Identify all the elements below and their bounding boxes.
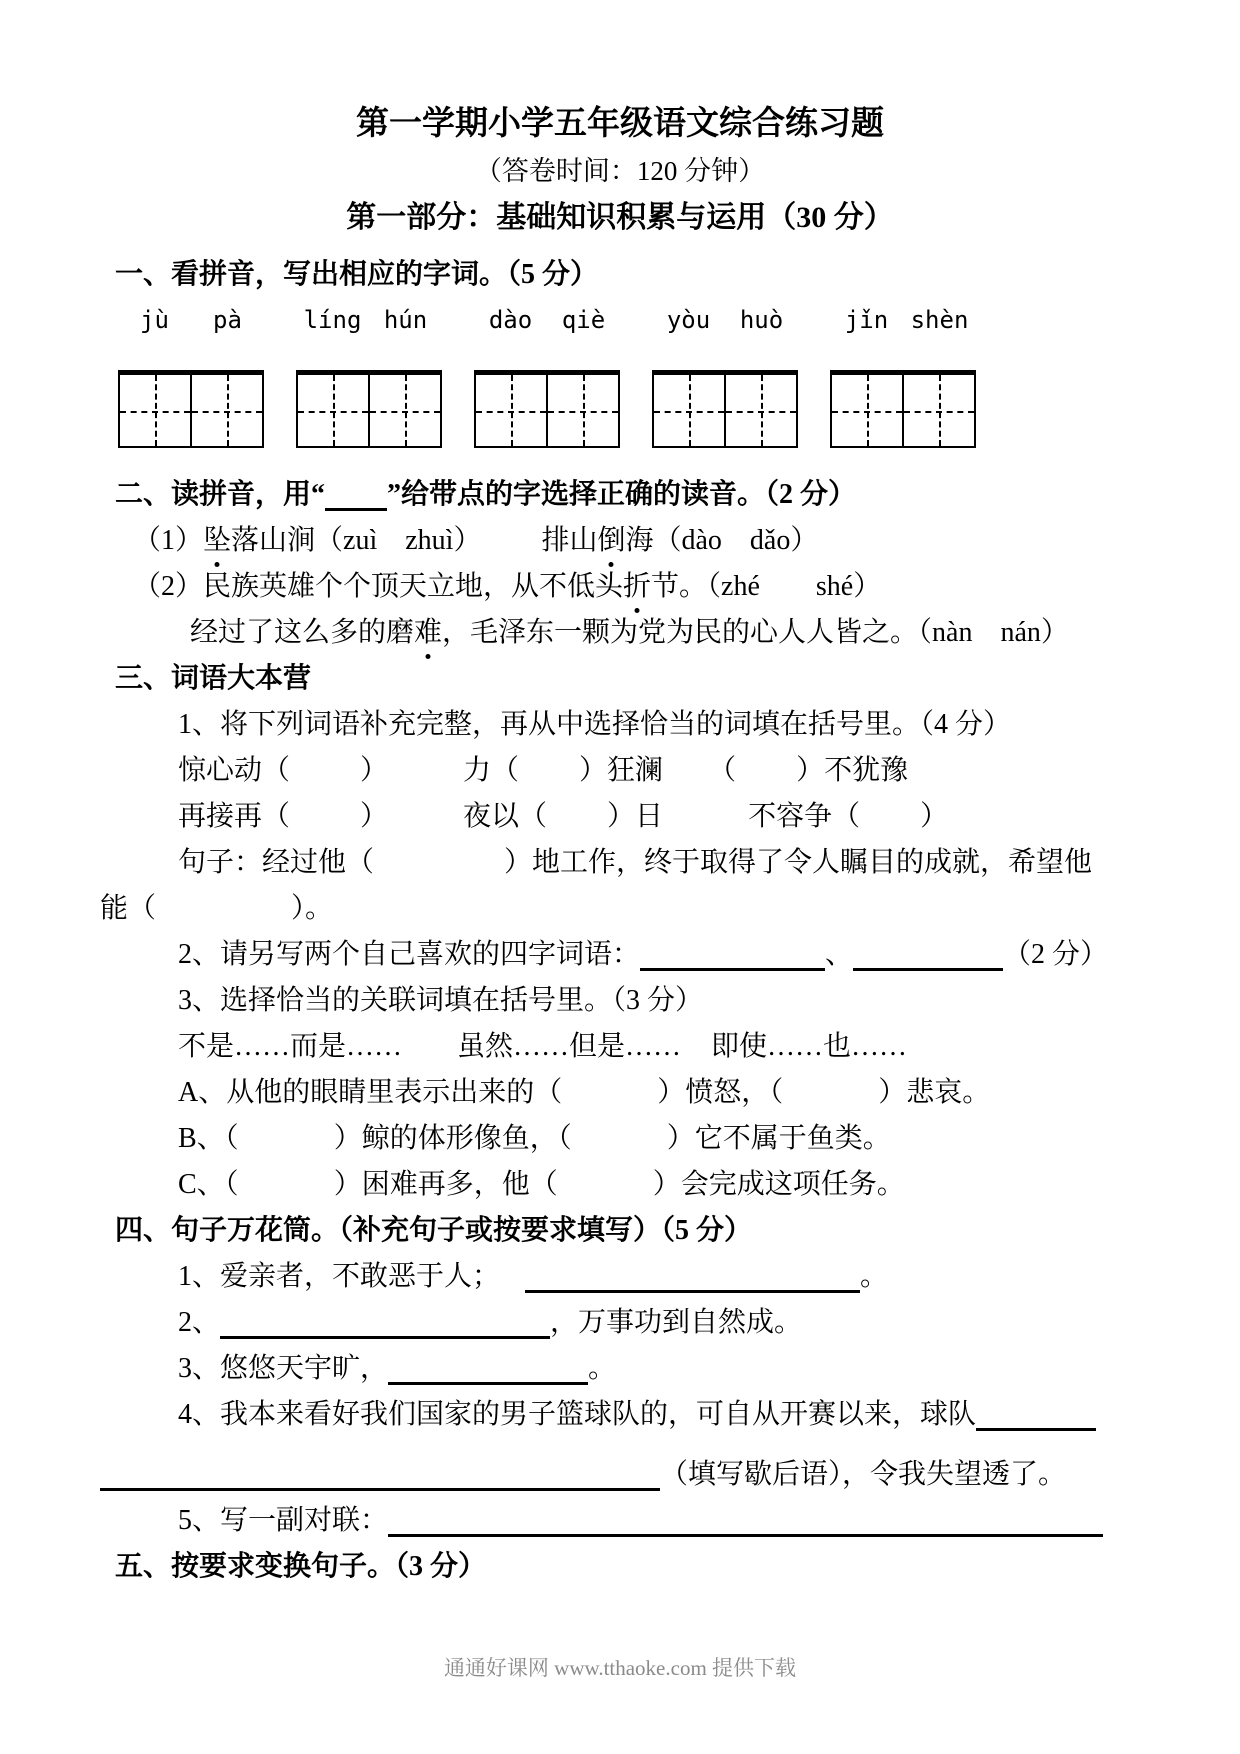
s3-q1-instruction <box>178 702 1140 748</box>
s3-q2 <box>178 932 1140 978</box>
text-run: 2、请另写两个自己喜欢的四字词语： <box>178 939 641 970</box>
question-lines <box>100 472 1140 1590</box>
footer-watermark: 通通好课网 www.tthaoke.com 提供下载 <box>443 1656 797 1680</box>
answer-blank <box>388 1352 588 1385</box>
text-run: ）困难再多，他（ <box>333 1169 558 1200</box>
text-run: ）不犹豫 <box>796 755 909 786</box>
pinyin-group <box>118 300 264 448</box>
emphasized-char: 坠 <box>203 518 231 564</box>
text-run: （ <box>708 755 737 786</box>
part-heading: 第一部分：基础知识积累与运用（30 分） <box>346 201 894 234</box>
writing-grid <box>296 370 442 448</box>
text-run: ”给带点的字选择正确的读音。（2 分） <box>387 479 857 510</box>
text-run: 即使……也…… <box>711 1031 908 1062</box>
emphasized-char: 倒 <box>597 518 625 564</box>
text-run: ）会完成这项任务。 <box>652 1169 905 1200</box>
text-run: 四、句子万花筒。（补充句子或按要求填写）（5 分） <box>115 1215 753 1246</box>
text-run: （2）民族英雄个个顶天立地，从不低头 <box>133 571 624 602</box>
s3-q3-item-b <box>178 1116 1140 1162</box>
s3-q1-sentence <box>178 840 1140 886</box>
answer-blank <box>388 1504 1103 1537</box>
answer-blank <box>100 1458 660 1491</box>
s3-q1-words-row-1 <box>178 748 1140 794</box>
text-run: 1、爱亲者，不敢恶于人； <box>178 1261 501 1292</box>
pinyin-group <box>474 300 620 448</box>
text-run: ，毛泽东一颗为党为民的心人人皆之。（nàn nán） <box>442 617 1069 648</box>
s4-q2 <box>178 1300 1140 1346</box>
exam-duration: （答卷时间：120 分钟） <box>474 156 766 186</box>
text-run: 。 <box>588 1353 617 1384</box>
pinyin-syllable: shèn <box>910 306 969 334</box>
pinyin-syllable: hún <box>383 306 428 334</box>
s3-q3-item-c <box>178 1162 1140 1208</box>
writing-cell <box>724 375 796 446</box>
writing-grid <box>474 370 620 448</box>
text-run: （2 分） <box>1003 939 1109 970</box>
pinyin-group <box>652 300 798 448</box>
answer-blank <box>525 1260 860 1293</box>
section-two-heading <box>115 472 1140 518</box>
text-run: 4、我本来看好我们国家的男子篮球队的，可自从开赛以来，球队 <box>178 1399 977 1430</box>
emphasized-char: 折 <box>623 564 651 610</box>
pinyin-syllable: líng <box>303 306 362 334</box>
writing-cell <box>476 375 546 446</box>
text-run: 夜以（ <box>463 801 548 832</box>
answer-blank <box>640 938 825 971</box>
text-run: ）狂澜 <box>579 755 664 786</box>
text-run: ）。 <box>291 893 334 924</box>
writing-cell <box>546 375 618 446</box>
text-run: 。 <box>860 1261 889 1292</box>
writing-cell <box>190 375 262 446</box>
pinyin-syllable: qiè <box>561 306 606 334</box>
text-run: 海（dào dǎo） <box>625 525 819 556</box>
writing-cell <box>832 375 902 446</box>
text-run: 力（ <box>463 755 520 786</box>
s4-q4 <box>178 1392 1140 1438</box>
writing-cell <box>298 375 368 446</box>
text-run: 不是……而是…… <box>178 1031 403 1062</box>
pinyin-label <box>118 300 264 340</box>
s4-q3 <box>178 1346 1140 1392</box>
q2-item-2 <box>133 564 1140 610</box>
text-run: 再接再（ <box>178 801 291 832</box>
text-run: 2、 <box>178 1307 221 1338</box>
text-run: ）地工作，终于取得了令人瞩目的成就，希望他 <box>504 847 1093 878</box>
writing-grid <box>118 370 264 448</box>
s4-q5 <box>178 1498 1140 1544</box>
section-one-heading: 一、看拼音，写出相应的字词。（5 分） <box>115 259 599 290</box>
text-run: （填写歇后语），令我失望透了。 <box>660 1459 1067 1490</box>
answer-blank <box>325 478 387 511</box>
q2-item-2-cont <box>190 610 1140 656</box>
text-run: 三、词语大本营 <box>115 663 312 694</box>
answer-blank <box>976 1398 1096 1431</box>
text-run: 惊心动（ <box>178 755 291 786</box>
emphasized-char: 难 <box>414 610 442 656</box>
text-run: 1、将下列词语补充完整，再从中选择恰当的词填在括号里。（4 分） <box>178 709 1012 740</box>
text-run: 二、读拼音，用“ <box>115 479 326 510</box>
text-run: ）鲸的体形像鱼，（ <box>333 1123 572 1154</box>
text-run: 虽然……但是…… <box>457 1031 682 1062</box>
pinyin-group <box>830 300 976 448</box>
answer-blank <box>853 938 1003 971</box>
pinyin-syllable: dào <box>488 306 533 334</box>
text-run: C、（ <box>178 1169 239 1200</box>
pinyin-syllable: jù <box>140 306 169 334</box>
text-run: 不容争（ <box>748 801 861 832</box>
text-run: ）它不属于鱼类。 <box>666 1123 891 1154</box>
page-title: 第一学期小学五年级语文综合练习题 <box>356 106 884 142</box>
text-run: A、从他的眼睛里表示出来的（ <box>178 1077 563 1108</box>
s4-q4-cont <box>100 1452 1140 1498</box>
writing-cell <box>120 375 190 446</box>
text-run: 3、悠悠天宇旷， <box>178 1353 389 1384</box>
text-run: 经过了这么多的磨 <box>190 617 415 648</box>
section-five-heading <box>115 1544 1140 1590</box>
answer-blank <box>220 1306 550 1339</box>
text-run: ） <box>360 801 389 832</box>
pinyin-label <box>296 300 442 340</box>
text-run: 排山 <box>541 525 598 556</box>
pinyin-label <box>830 300 976 340</box>
text-run: B、（ <box>178 1123 239 1154</box>
text-run: ，万事功到自然成。 <box>550 1307 803 1338</box>
text-run: ）日 <box>607 801 664 832</box>
exam-content <box>0 100 1240 1590</box>
pinyin-syllable: huò <box>739 306 784 334</box>
pinyin-syllable: yòu <box>666 306 711 334</box>
s3-q1-sentence-cont <box>100 886 1140 932</box>
s3-q3-instruction <box>178 978 1140 1024</box>
s3-q1-words-row-2 <box>178 794 1140 840</box>
text-run: ） <box>360 755 389 786</box>
pinyin-group <box>296 300 442 448</box>
writing-grid <box>652 370 798 448</box>
text-run: ）悲哀。 <box>878 1077 991 1108</box>
text-run: （1） <box>133 525 204 556</box>
text-run: 能（ <box>100 893 157 924</box>
s4-q1 <box>178 1254 1140 1300</box>
writing-cell <box>902 375 974 446</box>
writing-cell <box>368 375 440 446</box>
text-run: 落山涧（zuì zhuì） <box>231 525 482 556</box>
writing-cell <box>654 375 724 446</box>
text-run: 五、按要求变换句子。（3 分） <box>115 1551 487 1582</box>
pinyin-label <box>652 300 798 340</box>
writing-grid <box>830 370 976 448</box>
section-four-heading <box>115 1208 1140 1254</box>
pinyin-grid-row <box>118 300 1140 448</box>
s3-q3-conjunctions <box>178 1024 1140 1070</box>
text-run: ）愤怒，（ <box>657 1077 784 1108</box>
pinyin-label <box>474 300 620 340</box>
text-run: ） <box>920 801 949 832</box>
text-run: 5、写一副对联： <box>178 1505 389 1536</box>
pinyin-syllable: jǐn <box>844 306 889 334</box>
text-run: 、 <box>825 939 854 970</box>
s3-q3-item-a <box>178 1070 1140 1116</box>
text-run: 3、选择恰当的关联词填在括号里。（3 分） <box>178 985 704 1016</box>
text-run: 句子：经过他（ <box>178 847 375 878</box>
q2-item-1 <box>133 518 1140 564</box>
pinyin-syllable: pà <box>213 306 242 334</box>
text-run: 节。（zhé shé） <box>651 571 882 602</box>
section-three-heading <box>115 656 1140 702</box>
